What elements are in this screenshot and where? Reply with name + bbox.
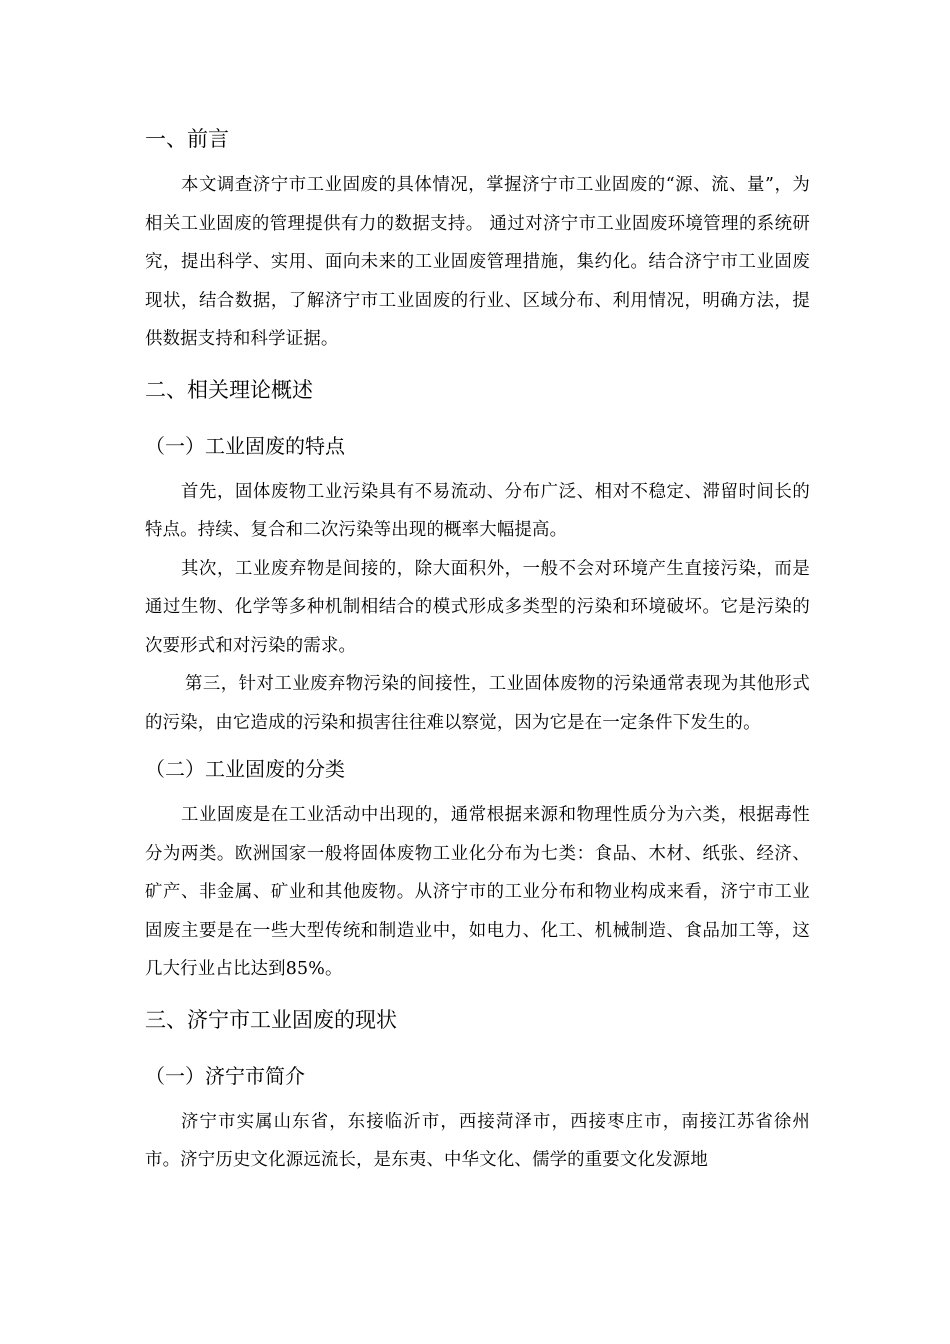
characteristics-paragraph-2: 其次，工业废弃物是间接的，除大面积外，一般不会对环境产生直接污染，而是通过生物、化学等多种机制相结合的模式形成多类型的污染和环境破坏。它是污染的次要形式和对污染的需求。 (145, 558, 810, 656)
subsection-heading-characteristics: （一）工业固废的特点 (145, 433, 345, 458)
document-body (145, 118, 810, 1180)
characteristics-paragraph-1: 首先，固体废物工业污染具有不易流动、分布广泛、相对不稳定、滞留时间长的特点。持续、复合和二次污染等出现的概率大幅提高。 (145, 481, 810, 540)
preface-paragraph: 本文调查济宁市工业固废的具体情况，掌握济宁市工业固废的“源、流、量”，为相关工业固废的管理提供有力的数据支持。 通过对济宁市工业固废环境管理的系统研究，提出科学、实用、面向未来的工业固废管理措施，集约化。结合济宁市工业固废现状，结合数据，了解济宁市工业固废的行业、区域分布、利用情况，明确方法，提供数据支持和科学证据。 (145, 175, 810, 349)
classification-paragraph: 工业固废是在工业活动中出现的，通常根据来源和物理性质分为六类，根据毒性分为两类。欧洲国家一般将固体废物工业化分布为七类：食品、木材、纸张、经济、矿产、非金属、矿业和其他废物。从济宁市的工业分布和物业构成来看，济宁市工业固废主要是在一些大型传统和制造业中，如电力、化工、机械制造、食品加工等，这几大行业占比达到85%。 (145, 805, 810, 979)
section-heading-theory: 二、相关理论概述 (145, 377, 313, 402)
subsection-heading-jining-intro: （一）济宁市简介 (145, 1063, 305, 1088)
jining-intro-paragraph: 济宁市实属山东省，东接临沂市，西接菏泽市，西接枣庄市，南接江苏省徐州市。济宁历史文化源远流长，是东夷、中华文化、儒学的重要文化发源地 (145, 1111, 810, 1170)
subsection-heading-classification: （二）工业固废的分类 (145, 757, 345, 781)
section-heading-preface: 一、前言 (145, 127, 229, 151)
section-heading-status: 三、济宁市工业固废的现状 (145, 1007, 397, 1032)
characteristics-paragraph-3: 第三，针对工业废弃物污染的间接性，工业固体废物的污染通常表现为其他形式的污染，由它造成的污染和损害往往难以察觉，因为它是在一定条件下发生的。 (145, 674, 810, 733)
